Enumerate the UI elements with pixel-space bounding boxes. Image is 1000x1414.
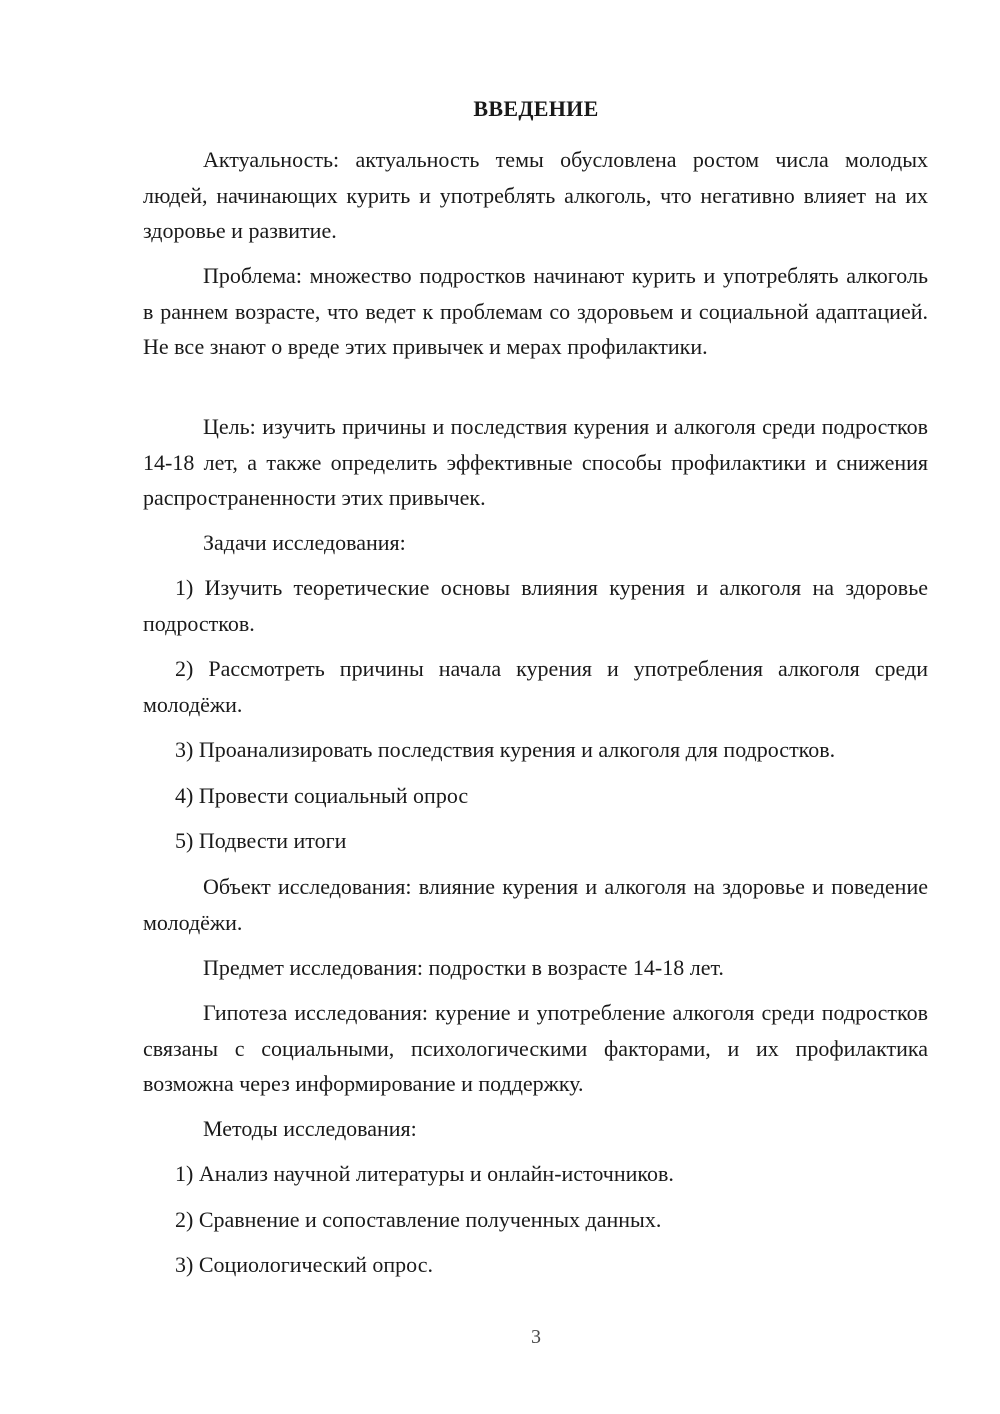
methods-heading: Методы исследования: bbox=[203, 1116, 417, 1141]
paragraph-object: Объект исследования: влияние курения и алкоголя на здоровье и поведение молодёжи. bbox=[143, 874, 928, 935]
paragraph-problem: Проблема: множество подростков начинают курить и употреблять алкоголь в раннем возрасте, что ведет к проблемам со здоровьем и социальной адаптацией. Не все знают о вреде этих привычек и мерах профилактики. bbox=[143, 263, 928, 359]
paragraph-subject: Предмет исследования: подростки в возрасте 14-18 лет. bbox=[203, 955, 724, 980]
task-item-2: 2) Рассмотреть причины начала курения и употребления алкоголя среди молодёжи. bbox=[143, 656, 928, 717]
task-item-5: 5) Подвести итоги bbox=[175, 828, 347, 853]
task-item-1: 1) Изучить теоретические основы влияния курения и алкоголя на здоровье подростков. bbox=[143, 575, 928, 636]
paragraph-hypothesis: Гипотеза исследования: курение и употребление алкоголя среди подростков связаны с социальными, психологическими факторами, и их профилактика возможна через информирование и поддержку. bbox=[143, 1000, 928, 1096]
task-item-4: 4) Провести социальный опрос bbox=[175, 783, 469, 808]
method-item-3: 3) Социологический опрос. bbox=[175, 1252, 433, 1277]
task-item-3: 3) Проанализировать последствия курения и алкоголя для подростков. bbox=[175, 737, 836, 762]
method-item-1: 1) Анализ научной литературы и онлайн-источников. bbox=[175, 1161, 674, 1186]
page-title: ВВЕДЕНИЕ bbox=[473, 96, 599, 121]
page-number: 3 bbox=[531, 1326, 541, 1348]
paragraph-relevance: Актуальность: актуальность темы обусловлена ростом числа молодых людей, начинающих курить и употреблять алкоголь, что негативно влияет на их здоровье и развитие. bbox=[143, 147, 928, 243]
method-item-2: 2) Сравнение и сопоставление полученных данных. bbox=[175, 1207, 662, 1232]
tasks-heading: Задачи исследования: bbox=[203, 530, 406, 555]
paragraph-goal: Цель: изучить причины и последствия курения и алкоголя среди подростков 14-18 лет, а также определить эффективные способы профилактики и снижения распространенности этих привычек. bbox=[143, 414, 928, 510]
